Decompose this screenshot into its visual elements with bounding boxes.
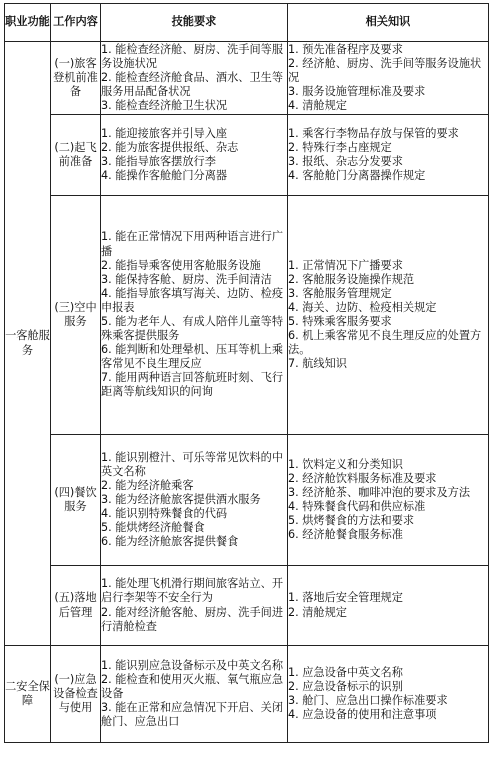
knowledge-item: 1. 应急设备中英文名称 [288,665,403,679]
table-row [5,566,489,646]
knowledge-cell [288,435,489,566]
knowledge-item: 1. 乘客行李物品存放与保管的要求 [288,126,459,140]
knowledge-cell [288,196,489,435]
skill-item: 1. 能识别橙汁、可乐等常见饮料的中英文名称 [101,450,284,478]
content-cell: (五)落地后管理 [51,566,101,646]
skill-item: 6. 能为经济舱旅客提供餐食 [101,535,239,549]
skill-item: 7. 能用两种语言回答航班时刻、飞行距离等航线知识的问询 [101,371,284,399]
knowledge-item: 5. 烘烤餐食的方法和要求 [288,514,415,528]
skill-cell [101,435,288,566]
skill-item: 5. 能烘烤经济舱餐食 [101,521,205,535]
skill-item: 4. 能操作客舱舱门分离器 [101,169,228,183]
knowledge-cell [288,42,489,115]
table-row [5,435,489,566]
skill-item: 4. 能指导旅客填写海关、边防、检疫申报表 [101,286,284,314]
knowledge-item: 4. 清舱规定 [288,99,347,113]
skill-cell [101,566,288,646]
skill-item: 2. 能检查经济舱食品、酒水、卫生等服务用品配备状况 [101,70,284,99]
knowledge-item: 3. 客舱服务管理规定 [288,286,392,300]
knowledge-item: 1. 落地后安全管理规定 [288,591,403,605]
knowledge-item: 4. 海关、边防、检疫相关规定 [288,300,437,314]
header-knowledge: 相关知识 [288,4,489,42]
skill-item: 1. 能迎接旅客并引导入座 [101,126,228,140]
knowledge-item: 2. 清舱规定 [288,605,347,619]
knowledge-item: 6. 机上乘客常见不良生理反应的处置方法。 [288,329,482,357]
knowledge-item: 3. 舱门、应急出口操作标准要求 [288,694,448,707]
skill-item: 3. 能指导旅客摆放行李 [101,155,216,168]
skill-item: 2. 能为旅客提供报纸、杂志 [101,140,239,154]
knowledge-item: 2. 应急设备标示的识别 [288,679,403,693]
skill-cell [101,42,288,115]
table-row [5,646,489,743]
knowledge-item: 6. 经济舱餐食服务标准 [288,528,403,542]
skill-item: 2. 能为经济舱乘客 [101,478,194,492]
knowledge-item: 4. 客舱舱门分离器操作规定 [288,169,426,183]
skill-cell [101,115,288,196]
table-row [5,196,489,435]
skill-item: 3. 能为经济舱旅客提供酒水服务 [101,492,261,506]
skill-item: 1. 能处理飞机滑行期间旅客站立、开启行李架等不安全行为 [101,577,284,605]
knowledge-item: 4. 特殊餐食代码和供应标准 [288,500,426,513]
skill-item: 2. 能指导乘客使用客舱服务设施 [101,258,261,272]
knowledge-item: 1. 饮料定义和分类知识 [288,457,403,471]
skill-item: 2. 能检查和使用灭火瓶、氧气瓶应急设备 [101,672,284,700]
header-skill: 技能要求 [101,4,288,42]
skill-item: 2. 能对经济舱客舱、厨房、洗手间进行清舱检查 [101,605,284,633]
header-content: 工作内容 [51,4,101,42]
knowledge-item: 2. 经济舱、厨房、洗手间等服务设施状况 [288,56,482,84]
function-cell: 一客舱服务 [5,42,51,646]
skill-item: 1. 能在正常情况下用两种语言进行广播 [101,230,284,258]
skill-item: 6. 能判断和处理晕机、压耳等机上乘客常见不良生理反应 [101,343,284,371]
skill-cell [101,646,288,743]
knowledge-item: 3. 报纸、杂志分发要求 [288,155,403,168]
function-cell: 二安全保障 [5,646,51,743]
knowledge-item: 3. 服务设施管理标准及要求 [288,85,426,99]
knowledge-item: 7. 航线知识 [288,357,347,371]
knowledge-item: 1. 预先准备程序及要求 [288,42,403,56]
table-row [5,115,489,196]
skill-cell [101,196,288,435]
skills-table [4,3,489,743]
skill-item: 3. 能保持客舱、厨房、洗手间清洁 [101,272,272,286]
knowledge-item: 5. 特殊乘客服务要求 [288,315,392,328]
content-cell: (四)餐饮服务 [51,435,101,566]
knowledge-item: 2. 特殊行李占座规定 [288,140,392,154]
content-cell: (三)空中服务 [51,196,101,435]
skill-item: 3. 能检查经济舱卫生状况 [101,99,228,113]
skill-item: 1. 能识别应急设备标示及中英文名称 [101,658,284,672]
knowledge-item: 3. 经济舱茶、咖啡冲泡的要求及方法 [288,485,471,499]
header-function: 职业功能 [5,4,51,42]
content-cell: (二)起飞前准备 [51,115,101,196]
knowledge-item: 1. 正常情况下广播要求 [288,258,403,272]
table-row [5,42,489,115]
content-cell: (一)旅客登机前准备 [51,42,101,115]
skill-item: 1. 能检查经济舱、厨房、洗手间等服务设施状况 [101,42,284,70]
knowledge-cell [288,646,489,743]
content-cell: (一)应急设备检查与使用 [51,646,101,743]
skill-item: 3. 能在正常和应急情况下开启、关闭舱门、应急出口 [101,701,284,729]
table-header-row [5,4,489,42]
skill-item: 5. 能为老年人、有成人陪伴儿童等特殊乘客提供服务 [101,315,284,343]
knowledge-item: 4. 应急设备的使用和注意事项 [288,708,437,722]
knowledge-item: 2. 经济舱饮料服务标准及要求 [288,471,437,485]
knowledge-cell [288,566,489,646]
skill-item: 4. 能识别特殊餐食的代码 [101,507,228,521]
knowledge-item: 2. 客舱服务设施操作规范 [288,272,415,286]
knowledge-cell [288,115,489,196]
